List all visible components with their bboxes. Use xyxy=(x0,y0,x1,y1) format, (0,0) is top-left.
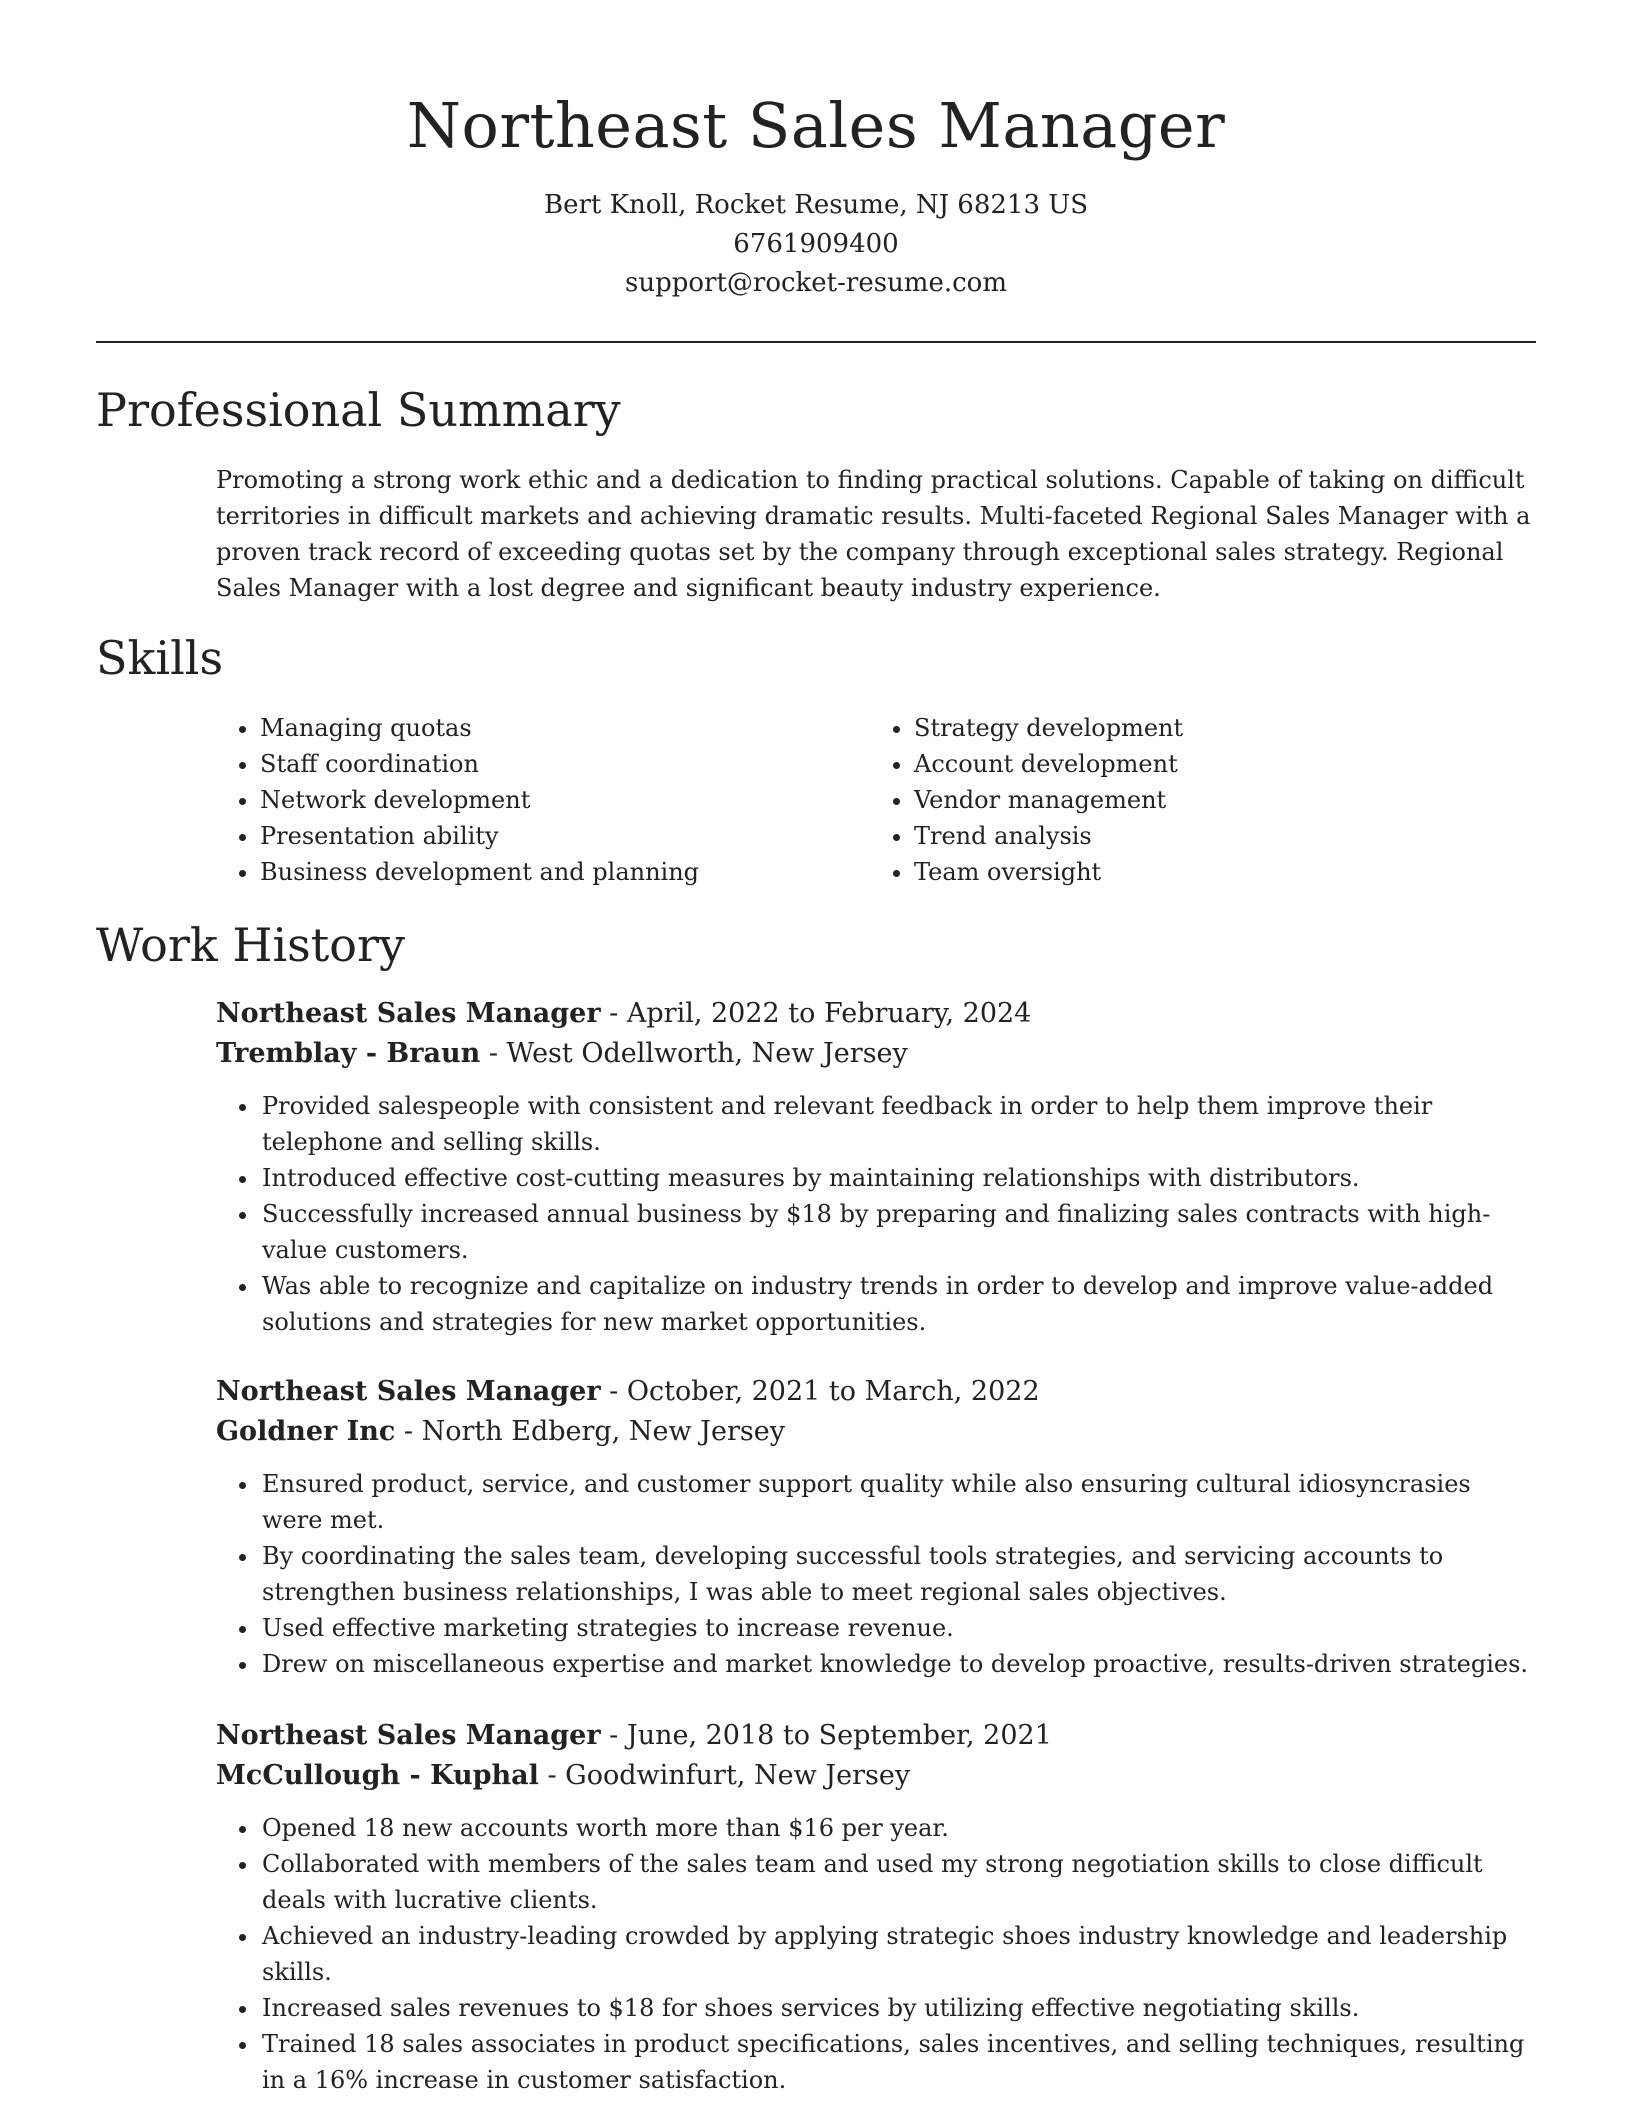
job-bullets xyxy=(216,1810,1536,2098)
job-bullets xyxy=(216,1466,1536,1682)
contact-email: support@rocket-resume.com xyxy=(624,268,1007,298)
job-bullet: • Trained 18 sales associates in product specifications, sales incentives, and selling techniques, resulting in a 16% increase in customer satisfaction. xyxy=(260,2026,1536,2098)
job-location: - Goodwinfurt, New Jersey xyxy=(538,1760,911,1791)
job-company: Tremblay - Braun xyxy=(216,1038,481,1069)
summary-text: Promoting a strong work ethic and a dedication to finding practical solutions. Capable of taking on difficult territories in difficult markets and achieving dramatic results. Multi-faceted Regional Sales Manager with a proven track record of exceeding quotas set by the company through exceptional sales strategy. Regional Sales Manager with a lost degree and significant beauty industry experience. xyxy=(216,466,1531,602)
job-bullet: • Introduced effective cost-cutting measures by maintaining relationships with distributors. xyxy=(260,1160,1536,1196)
header-divider xyxy=(96,341,1536,343)
job-bullet: • By coordinating the sales team, developing successful tools strategies, and servicing accounts to strengthen business relationships, I was able to meet regional sales objectives. xyxy=(260,1538,1536,1610)
skills-heading: Skills xyxy=(96,631,224,685)
skill-item: • Managing quotas xyxy=(260,710,870,746)
job-title-line xyxy=(216,1716,1536,1756)
skill-item: • Business development and planning xyxy=(260,854,870,890)
job-company: Goldner Inc xyxy=(216,1416,396,1447)
skills-column-right xyxy=(870,710,1524,890)
job-dates: - June, 2018 to September, 2021 xyxy=(600,1720,1052,1751)
job-title-line xyxy=(216,1372,1536,1412)
job-bullet: • Collaborated with members of the sales team and used my strong negotiation skills to close difficult deals with lucrative clients. xyxy=(260,1846,1536,1918)
resume-title: Northeast Sales Manager xyxy=(406,89,1226,162)
job-bullet: • Ensured product, service, and customer support quality while also ensuring cultural idiosyncrasies were met. xyxy=(260,1466,1536,1538)
skills-list xyxy=(216,710,1536,890)
skill-item: • Account development xyxy=(914,746,1524,782)
skill-item: • Trend analysis xyxy=(914,818,1524,854)
job-company: McCullough - Kuphal xyxy=(216,1760,539,1791)
skill-item: • Strategy development xyxy=(914,710,1524,746)
job-bullet: • Was able to recognize and capitalize on industry trends in order to develop and improve value-added solutions and strategies for new market opportunities. xyxy=(260,1268,1536,1340)
job-company-line xyxy=(216,1756,1536,1796)
skill-item: • Staff coordination xyxy=(260,746,870,782)
contact-address: Bert Knoll, Rocket Resume, NJ 68213 US xyxy=(543,190,1089,220)
job-bullet: • Successfully increased annual business by $18 by preparing and finalizing sales contracts with high-value customers. xyxy=(260,1196,1536,1268)
job-bullet: • Used effective marketing strategies to increase revenue. xyxy=(260,1610,1536,1646)
job-location: - North Edberg, New Jersey xyxy=(395,1416,785,1447)
skill-item: • Network development xyxy=(260,782,870,818)
skill-item: • Presentation ability xyxy=(260,818,870,854)
job-title: Northeast Sales Manager xyxy=(216,1720,601,1751)
skill-item: • Team oversight xyxy=(914,854,1524,890)
job-location: - West Odellworth, New Jersey xyxy=(480,1038,908,1069)
job-dates: - October, 2021 to March, 2022 xyxy=(600,1376,1040,1407)
job-title-line xyxy=(216,994,1536,1034)
work-history-heading: Work History xyxy=(96,918,405,972)
job-bullets xyxy=(216,1088,1536,1340)
job-bullet: • Opened 18 new accounts worth more than $16 per year. xyxy=(260,1810,1536,1846)
job-title: Northeast Sales Manager xyxy=(216,1376,601,1407)
resume-header xyxy=(96,82,1536,303)
job-dates: - April, 2022 to February, 2024 xyxy=(600,998,1032,1029)
summary-heading: Professional Summary xyxy=(96,383,621,437)
job-entry xyxy=(216,1716,1536,2098)
skill-item: • Vendor management xyxy=(914,782,1524,818)
job-entry xyxy=(216,1372,1536,1682)
job-title: Northeast Sales Manager xyxy=(216,998,601,1029)
job-bullet: • Drew on miscellaneous expertise and market knowledge to develop proactive, results-driven strategies. xyxy=(260,1646,1536,1682)
skills-column-left xyxy=(216,710,870,890)
job-bullet: • Increased sales revenues to $18 for shoes services by utilizing effective negotiating skills. xyxy=(260,1990,1536,2026)
contact-phone: 6761909400 xyxy=(733,229,899,259)
job-company-line xyxy=(216,1034,1536,1074)
contact-block xyxy=(96,186,1536,303)
job-bullet: • Provided salespeople with consistent and relevant feedback in order to help them improve their telephone and selling skills. xyxy=(260,1088,1536,1160)
job-bullet: • Achieved an industry-leading crowded by applying strategic shoes industry knowledge and leadership skills. xyxy=(260,1918,1536,1990)
job-entry xyxy=(216,994,1536,1340)
job-company-line xyxy=(216,1412,1536,1452)
